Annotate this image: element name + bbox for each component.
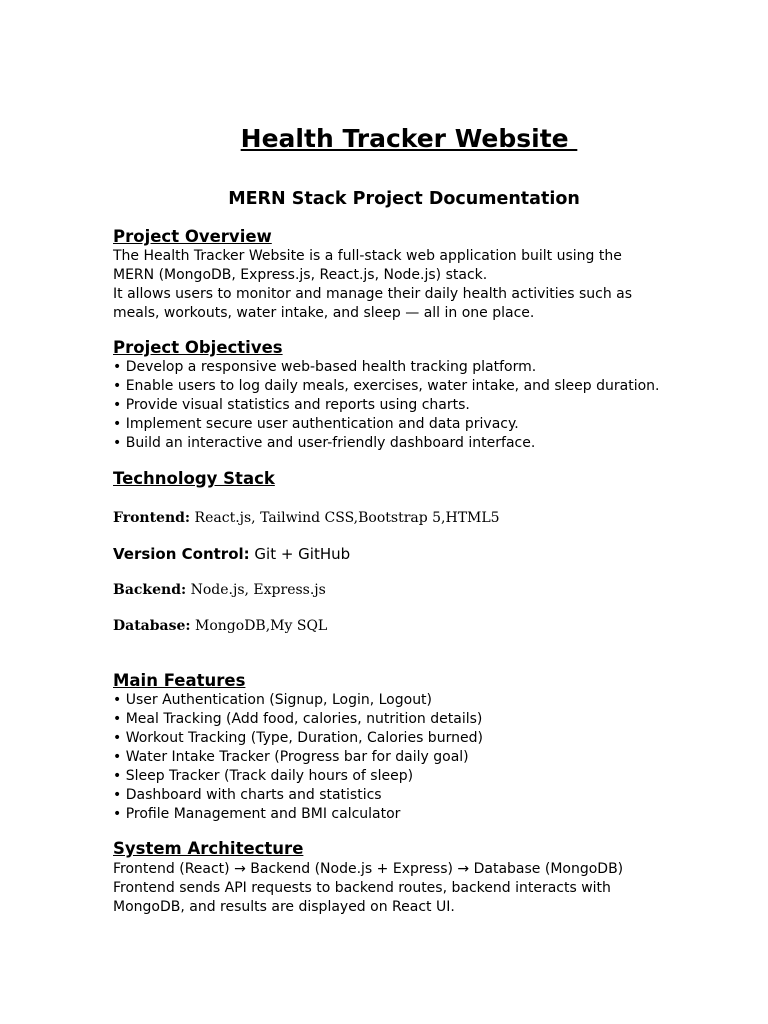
feature-item: • Dashboard with charts and statistics (113, 787, 382, 803)
feature-item: • User Authentication (Signup, Login, Logout) (113, 692, 433, 708)
feature-item: • Workout Tracking (Type, Duration, Calories burned) (113, 730, 483, 746)
overview-line: It allows users to monitor and manage their daily health activities such as (113, 286, 633, 302)
tech-version-control (113, 544, 350, 564)
architecture-text (113, 860, 623, 917)
objectives-list (113, 358, 659, 453)
objective-item: • Develop a responsive web-based health tracking platform. (113, 359, 537, 375)
document-subtitle: MERN Stack Project Documentation (228, 189, 580, 209)
tech-vc-value: Git + GitHub (249, 545, 351, 563)
tech-database (113, 617, 327, 635)
architecture-line: MongoDB, and results are displayed on React UI. (113, 899, 455, 915)
tech-database-label: Database: (113, 618, 191, 634)
architecture-heading: System Architecture (113, 839, 304, 858)
document-title: Health Tracker Website (240, 124, 578, 153)
overview-line: MERN (MongoDB, Express.js, React.js, Node.js) stack. (113, 267, 488, 283)
feature-item: • Sleep Tracker (Track daily hours of sleep) (113, 768, 414, 784)
objective-item: • Implement secure user authentication and data privacy. (113, 416, 519, 432)
tech-heading: Technology Stack (113, 469, 275, 488)
overview-heading: Project Overview (113, 227, 272, 246)
overview-text (113, 247, 632, 323)
tech-vc-label: Version Control: (113, 545, 250, 563)
tech-backend-value: Node.js, Express.js (186, 582, 326, 598)
objective-item: • Provide visual statistics and reports using charts. (113, 397, 470, 413)
objective-item: • Build an interactive and user-friendly dashboard interface. (113, 435, 536, 451)
tech-frontend-value: React.js, Tailwind CSS,Bootstrap 5,HTML5 (190, 510, 500, 526)
tech-backend (113, 581, 326, 599)
architecture-line: Frontend sends API requests to backend routes, backend interacts with (113, 880, 611, 896)
tech-frontend-label: Frontend: (113, 510, 191, 526)
architecture-line: Frontend (React) → Backend (Node.js + Express) → Database (MongoDB) (113, 861, 624, 877)
tech-backend-label: Backend: (113, 582, 187, 598)
feature-item: • Water Intake Tracker (Progress bar for daily goal) (113, 749, 469, 765)
overview-line: meals, workouts, water intake, and sleep — all in one place. (113, 305, 535, 321)
objective-item: • Enable users to log daily meals, exercises, water intake, and sleep duration. (113, 378, 660, 394)
feature-item: • Profile Management and BMI calculator (113, 806, 401, 822)
overview-line: The Health Tracker Website is a full-stack web application built using the (113, 248, 622, 264)
feature-item: • Meal Tracking (Add food, calories, nutrition details) (113, 711, 483, 727)
features-heading: Main Features (113, 671, 246, 690)
features-list (113, 691, 483, 824)
objectives-heading: Project Objectives (113, 338, 283, 357)
tech-database-value: MongoDB,My SQL (190, 618, 328, 634)
tech-frontend (113, 509, 500, 527)
